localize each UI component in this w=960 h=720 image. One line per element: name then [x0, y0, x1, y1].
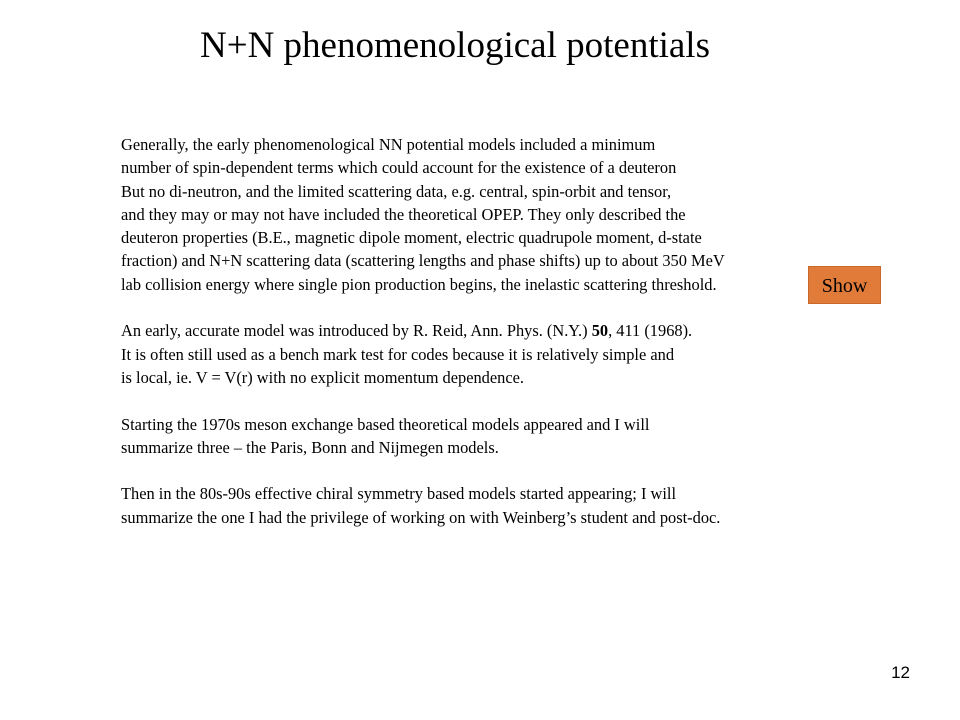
text-line: Then in the 80s-90s effective chiral symmetry based models started appearing; I will: [121, 484, 676, 504]
text-line: summarize the one I had the privilege of working on with Weinberg’s student and post-doc.: [121, 507, 721, 527]
text-line: But no di-neutron, and the limited scattering data, e.g. central, spin-orbit and tensor,: [121, 181, 672, 201]
text-line: and they may or may not have included the theoretical OPEP. They only described the: [121, 204, 686, 224]
paragraph-early-models: [121, 133, 821, 296]
paragraph-meson-exchange: [121, 413, 821, 460]
text-line: number of spin-dependent terms which could account for the existence of a deuteron: [121, 158, 677, 178]
slide-body: [121, 133, 821, 529]
page-number: 12: [891, 663, 910, 682]
reid-pages: , 411 (1968).: [608, 321, 693, 341]
text-line: [121, 319, 821, 342]
show-button[interactable]: Show: [808, 266, 881, 304]
text-line: It is often still used as a bench mark test for codes because it is relatively simple and: [121, 344, 675, 364]
slide-title: N+N phenomenological potentials: [200, 25, 710, 66]
text-line: summarize three – the Paris, Bonn and Nijmegen models.: [121, 437, 499, 457]
text-line: Generally, the early phenomenological NN potential models included a minimum: [121, 135, 656, 154]
paragraph-chiral-models: [121, 482, 821, 529]
text-line: lab collision energy where single pion production begins, the inelastic scattering threshold.: [121, 274, 717, 294]
text-line: fraction) and N+N scattering data (scattering lengths and phase shifts) up to about 350 MeV: [121, 251, 725, 271]
reid-volume: 50: [591, 321, 609, 341]
paragraph-reid-model: [121, 319, 821, 389]
reid-citation-text: An early, accurate model was introduced by R. Reid, Ann. Phys. (N.Y.): [121, 321, 592, 341]
text-line: is local, ie. V = V(r) with no explicit momentum dependence.: [121, 367, 524, 387]
text-line: deuteron properties (B.E., magnetic dipole moment, electric quadrupole moment, d-state: [121, 228, 702, 248]
text-line: Starting the 1970s meson exchange based theoretical models appeared and I will: [121, 414, 650, 434]
